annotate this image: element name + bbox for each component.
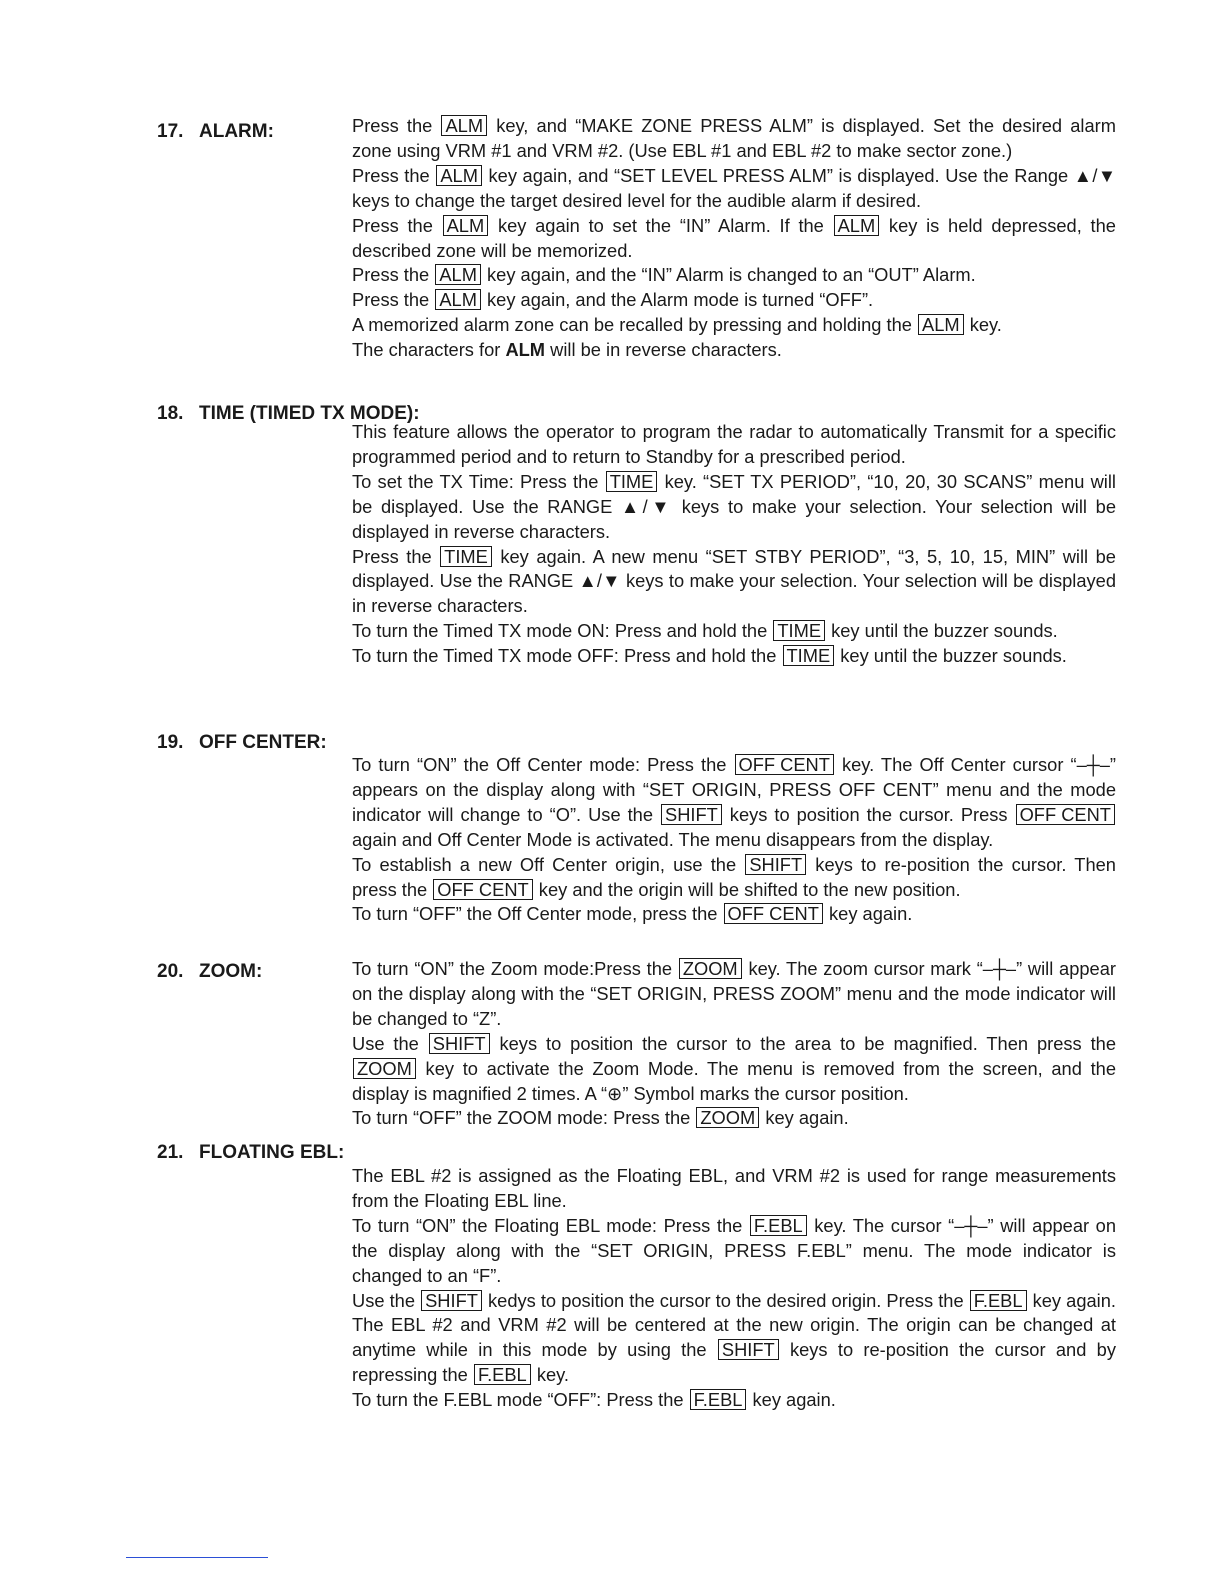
text: key. The cursor “–┼–” will appear on the display along with the “SET ORIGIN, PRESS F.EBL” menu. The mode indicator is changed to an “F”. bbox=[352, 1214, 1116, 1286]
paragraph bbox=[352, 313, 1116, 338]
zoom-key: ZOOM bbox=[679, 958, 742, 979]
paragraph bbox=[352, 114, 1116, 164]
paragraph bbox=[352, 853, 1116, 903]
section-20-body bbox=[352, 957, 1116, 1131]
paragraph: The EBL #2 is assigned as the Floating EBL, and VRM #2 is used for range measurements from the Floating EBL line. bbox=[352, 1165, 1116, 1211]
paragraph bbox=[352, 1388, 1116, 1413]
text: key until the buzzer sounds. bbox=[840, 645, 1067, 667]
text: To turn the Timed TX mode ON: Press and hold the bbox=[352, 620, 768, 642]
alm-key: ALM bbox=[443, 215, 489, 236]
off-cent-key: OFF CENT bbox=[1016, 804, 1115, 825]
text: again and Off Center Mode is activated. The menu disappears from the display. bbox=[352, 828, 994, 850]
shift-key: SHIFT bbox=[421, 1290, 482, 1311]
text: To turn “OFF” the Off Center mode, press the bbox=[352, 903, 718, 925]
alm-key: ALM bbox=[436, 165, 482, 186]
alm-key: ALM bbox=[918, 314, 964, 335]
footer-rule bbox=[126, 1557, 268, 1558]
text: key again to set the “IN” Alarm. If the bbox=[497, 214, 824, 236]
text: Use the bbox=[352, 1032, 419, 1054]
section-17-heading bbox=[157, 119, 274, 144]
paragraph bbox=[352, 957, 1116, 1032]
paragraph bbox=[352, 1214, 1116, 1289]
time-key: TIME bbox=[773, 620, 825, 641]
paragraph bbox=[352, 263, 1116, 288]
section-number: 21. bbox=[157, 1142, 184, 1163]
paragraph bbox=[352, 902, 1116, 927]
section-number: 19. bbox=[157, 732, 184, 753]
text: key and the origin will be shifted to the new position. bbox=[538, 878, 961, 900]
text: To establish a new Off Center origin, use the bbox=[352, 853, 737, 875]
text: To turn the Timed TX mode OFF: Press and hold the bbox=[352, 645, 777, 667]
off-cent-key: OFF CENT bbox=[433, 879, 532, 900]
text: key again. The EBL #2 and VRM #2 will be centered at the new origin. The origin can be changed at anytime while in this mode by using the bbox=[352, 1289, 1116, 1361]
section-19-heading bbox=[157, 730, 327, 755]
text: key. The zoom cursor mark “–┼–” will appear on the display along with the “SET ORIGIN, PRESS ZOOM” menu and the mode indicator will be changed to “Z”. bbox=[352, 958, 1116, 1029]
text: key. bbox=[969, 314, 1002, 336]
text: key, and “MAKE ZONE PRESS ALM” is displayed. Set the desired alarm zone using VRM #1 and VRM #2. (Use EBL #1 and EBL #2 to make sector zone.) bbox=[352, 115, 1116, 161]
text: keys to position the cursor. Press bbox=[729, 803, 1008, 825]
text: key again. bbox=[752, 1389, 836, 1411]
alm-key: ALM bbox=[435, 289, 481, 310]
paragraph bbox=[352, 470, 1116, 545]
text: key again, and the “IN” Alarm is changed to an “OUT” Alarm. bbox=[487, 264, 976, 286]
shift-key: SHIFT bbox=[718, 1339, 779, 1360]
text: To turn “ON” the Off Center mode: Press the bbox=[352, 754, 727, 775]
paragraph bbox=[352, 338, 1116, 363]
text: Press the bbox=[352, 115, 433, 136]
alm-key: ALM bbox=[441, 115, 487, 136]
alm-key: ALM bbox=[435, 264, 481, 285]
f-ebl-key: F.EBL bbox=[474, 1364, 531, 1385]
text: Press the bbox=[352, 164, 430, 186]
text: key until the buzzer sounds. bbox=[831, 620, 1058, 642]
paragraph bbox=[352, 1106, 1116, 1131]
f-ebl-key: F.EBL bbox=[970, 1290, 1027, 1311]
section-title: ZOOM: bbox=[199, 961, 263, 982]
text: key. “SET TX PERIOD”, “10, 20, 30 SCANS” menu will be displayed. Use the RANGE ▲/▼ keys to make your selection. Your selection will be displayed in reverse characters. bbox=[352, 470, 1116, 542]
text: To turn “ON” the Floating EBL mode: Press the bbox=[352, 1214, 743, 1236]
alm-key: ALM bbox=[834, 215, 880, 236]
f-ebl-key: F.EBL bbox=[690, 1389, 747, 1410]
section-18-body bbox=[352, 420, 1116, 669]
off-cent-key: OFF CENT bbox=[735, 754, 834, 775]
text: key again, and the Alarm mode is turned “OFF”. bbox=[487, 289, 874, 311]
text: key again. bbox=[765, 1107, 849, 1129]
text: keys to re-position the cursor and by repressing the bbox=[352, 1339, 1116, 1386]
text: Press the bbox=[352, 545, 432, 567]
section-number: 17. bbox=[157, 121, 184, 142]
text: key to activate the Zoom Mode. The menu is removed from the screen, and the display is magnified 2 times. A “ bbox=[352, 1057, 1116, 1104]
section-title: TIME (TIMED TX MODE): bbox=[199, 403, 420, 424]
text: Press the bbox=[352, 289, 430, 311]
paragraph bbox=[352, 753, 1116, 853]
shift-key: SHIFT bbox=[661, 804, 722, 825]
text: To set the TX Time: Press the bbox=[352, 470, 599, 492]
text: Use the bbox=[352, 1289, 416, 1311]
paragraph bbox=[352, 1032, 1116, 1107]
section-title: OFF CENTER: bbox=[199, 732, 327, 753]
text: key. bbox=[536, 1364, 569, 1386]
paragraph bbox=[352, 644, 1116, 669]
paragraph bbox=[352, 1289, 1116, 1389]
time-key: TIME bbox=[606, 471, 658, 492]
text: kedys to position the cursor to the desired origin. Press the bbox=[488, 1289, 964, 1311]
crosshair-circle-icon: ⊕ bbox=[607, 1082, 623, 1104]
time-key: TIME bbox=[440, 546, 492, 567]
section-21-heading bbox=[157, 1140, 344, 1165]
off-cent-key: OFF CENT bbox=[724, 903, 823, 924]
text: The characters for bbox=[352, 339, 501, 361]
section-21-body bbox=[352, 1164, 1116, 1413]
section-20-heading bbox=[157, 959, 262, 984]
section-number: 20. bbox=[157, 961, 184, 982]
section-17-body bbox=[352, 114, 1116, 363]
text: key again, and “SET LEVEL PRESS ALM” is displayed. Use the Range ▲/▼ keys to change the target desired level for the audible alarm if desired. bbox=[352, 164, 1116, 211]
text: key again. A new menu “SET STBY PERIOD”, “3, 5, 10, 15, MIN” will be displayed. Use the RANGE ▲/▼ keys to make your selection. Your selection will be displayed in reverse characters. bbox=[352, 545, 1116, 617]
text: key again. bbox=[829, 903, 913, 925]
text: keys to position the cursor to the area to be magnified. Then press the bbox=[499, 1032, 1116, 1054]
paragraph: This feature allows the operator to program the radar to automatically Transmit for a specific programmed period and to return to Standby for a prescribed period. bbox=[352, 421, 1116, 467]
f-ebl-key: F.EBL bbox=[750, 1215, 807, 1236]
zoom-key: ZOOM bbox=[353, 1058, 416, 1079]
section-19-body bbox=[352, 753, 1116, 927]
alm-bold: ALM bbox=[505, 339, 546, 361]
zoom-key: ZOOM bbox=[696, 1107, 759, 1128]
text: ” Symbol marks the cursor position. bbox=[622, 1082, 909, 1104]
shift-key: SHIFT bbox=[429, 1033, 490, 1054]
text: keys to re-position the cursor. Then press the bbox=[352, 853, 1116, 900]
text: Press the bbox=[352, 264, 430, 286]
text: To turn the F.EBL mode “OFF”: Press the bbox=[352, 1389, 684, 1411]
section-title: ALARM: bbox=[199, 121, 274, 142]
paragraph bbox=[352, 288, 1116, 313]
paragraph bbox=[352, 164, 1116, 214]
paragraph bbox=[352, 545, 1116, 620]
section-title: FLOATING EBL: bbox=[199, 1142, 345, 1163]
text: key. The Off Center cursor “–┼–” appears on the display along with “SET ORIGIN, PRESS OFF CENT” menu and the mode indicator will change to “O”. Use the bbox=[352, 754, 1116, 825]
paragraph bbox=[352, 619, 1116, 644]
text: Press the bbox=[352, 214, 433, 236]
text: key is held depressed, the described zone will be memorized. bbox=[352, 214, 1116, 261]
section-number: 18. bbox=[157, 403, 184, 424]
time-key: TIME bbox=[783, 645, 835, 666]
text: A memorized alarm zone can be recalled by pressing and holding the bbox=[352, 314, 912, 336]
paragraph bbox=[352, 214, 1116, 264]
shift-key: SHIFT bbox=[745, 854, 806, 875]
text: will be in reverse characters. bbox=[550, 339, 782, 361]
text: To turn “OFF” the ZOOM mode: Press the bbox=[352, 1107, 691, 1129]
text: To turn “ON” the Zoom mode:Press the bbox=[352, 958, 673, 979]
